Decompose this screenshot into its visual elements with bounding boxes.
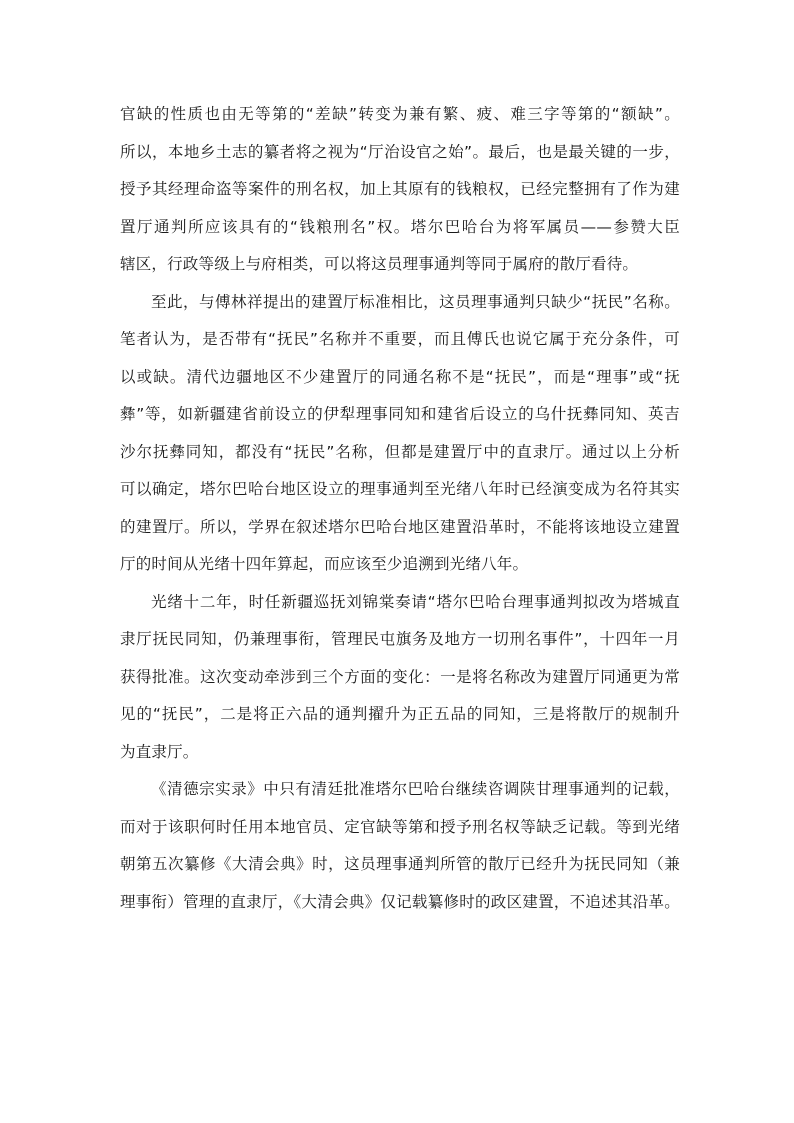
text-line: 彝”等，如新疆建省前设立的伊犁理事同知和建省后设立的乌什抚彝同知、英吉	[120, 405, 680, 423]
text-line: 为直隶厅。	[120, 742, 199, 761]
text-line: 官缺的性质也由无等第的“差缺”转变为兼有繁、疲、难三字等第的“额缺”。	[120, 105, 680, 123]
text-line: 至此，与傅林祥提出的建置厅标准相比，这员理事通判只缺少“抚民”名称。	[151, 292, 680, 311]
text-line: 所以，本地乡土志的纂者将之视为“厅治设官之始”。最后，也是最关键的一步，	[120, 142, 680, 161]
text-line: 光绪十二年，时任新疆巡抚刘锦棠奏请“塔尔巴哈台理事通判拟改为塔城直	[151, 592, 680, 611]
text-line: 辖区，行政等级上与府相类，可以将这员理事通判等同于属府的散厅看待。	[120, 255, 639, 273]
text-line: 笔者认为，是否带有“抚民”名称并不重要，而且傅氏也说它属于充分条件，可	[120, 330, 680, 348]
document-body	[120, 96, 680, 921]
text-line: 见的“抚民”，二是将正六品的通判擢升为正五品的同知，三是将散厅的规制升	[120, 705, 680, 723]
text-line: 置厅通判所应该具有的“钱粮刑名”权。塔尔巴哈台为将军属员——参赞大臣	[120, 217, 680, 236]
text-line: 可以确定，塔尔巴哈台地区设立的理事通判至光绪八年时已经演变成为名符其实	[120, 480, 680, 498]
paragraph-2	[120, 284, 680, 584]
text-line: 的建置厅。所以，学界在叙述塔尔巴哈台地区建置沿革时，不能将该地设立建置	[120, 517, 680, 536]
text-line: 授予其经理命盗等案件的刑名权，加上其原有的钱粮权，已经完整拥有了作为建	[120, 180, 680, 198]
paragraph-3	[120, 584, 680, 772]
text-line: 以或缺。清代边疆地区不少建置厅的同通名称不是“抚民”，而是“理事”或“抚	[120, 367, 680, 386]
text-line: 朝第五次纂修《大清会典》时，这员理事通判所管的散厅已经升为抚民同知（兼	[120, 855, 680, 873]
text-line: 沙尔抚彝同知，都没有“抚民”名称，但都是建置厅中的直隶厅。通过以上分析	[120, 442, 680, 461]
text-line: 《清德宗实录》中只有清廷批准塔尔巴哈台继续咨调陕甘理事通判的记载，	[151, 780, 680, 798]
text-line: 隶厅抚民同知，仍兼理事衔，管理民屯旗务及地方一切刑名事件”，十四年一月	[120, 630, 680, 648]
paragraph-4	[120, 771, 680, 921]
text-line: 而对于该职何时任用本地官员、定官缺等第和授予刑名权等缺乏记载。等到光绪	[120, 817, 680, 836]
paragraph-1	[120, 96, 680, 284]
text-line: 获得批准。这次变动牵涉到三个方面的变化：一是将名称改为建置厅同通更为常	[120, 667, 680, 686]
text-line: 厅的时间从光绪十四年算起，而应该至少追溯到光绪八年。	[120, 555, 529, 573]
text-line: 理事衔）管理的直隶厅，《大清会典》仅记载纂修时的政区建置，不追述其沿革。	[120, 892, 680, 911]
